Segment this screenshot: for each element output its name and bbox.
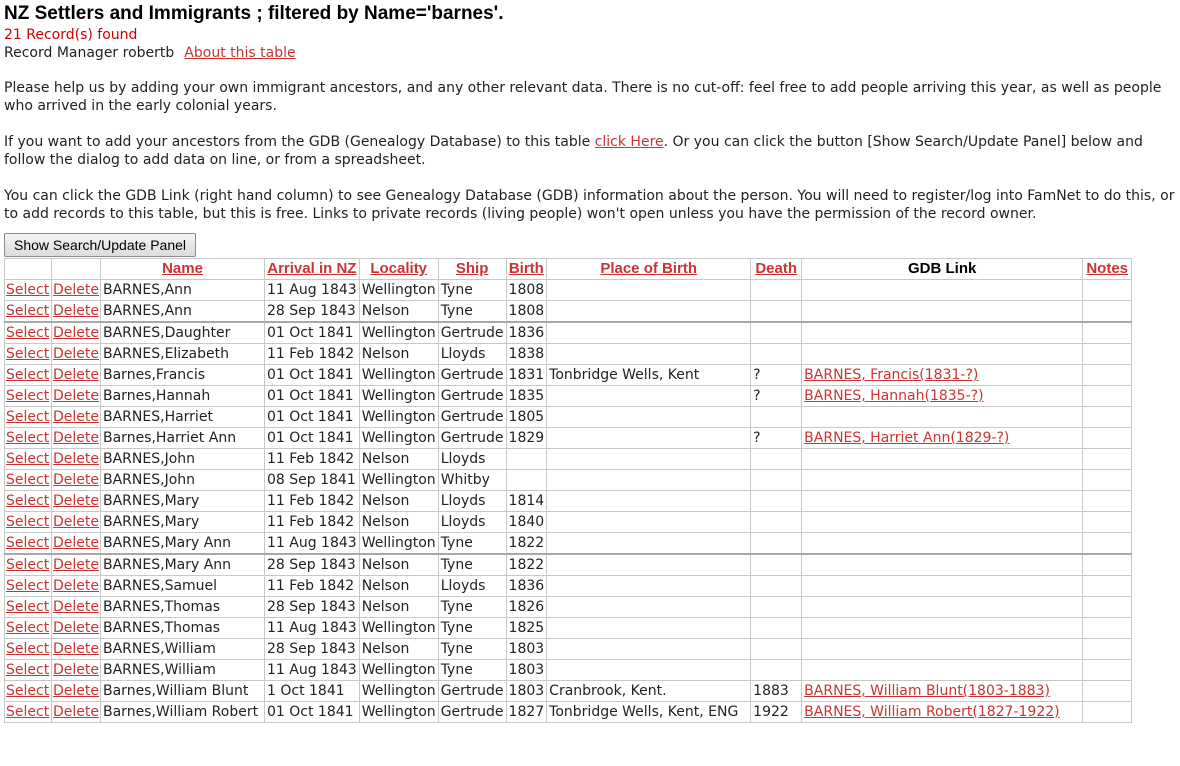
delete-column-header <box>52 259 101 280</box>
place-of-birth-cell: Cranbrook, Kent. <box>547 681 751 702</box>
notes-cell <box>1083 301 1132 323</box>
select-link[interactable]: Select <box>5 322 52 344</box>
notes-cell <box>1083 470 1132 491</box>
gdb-link-cell <box>802 407 1083 428</box>
select-link[interactable]: Select <box>5 344 52 365</box>
select-link[interactable]: Select <box>5 681 52 702</box>
arrival-cell: 01 Oct 1841 <box>265 407 360 428</box>
death-cell: 1922 <box>751 702 802 723</box>
table-row <box>5 365 1132 386</box>
table-row <box>5 344 1132 365</box>
arrival-cell: 1 Oct 1841 <box>265 681 360 702</box>
table-row <box>5 322 1132 344</box>
place-of-birth-cell <box>547 428 751 449</box>
notes-cell <box>1083 280 1132 301</box>
death-cell <box>751 301 802 323</box>
place-of-birth-cell <box>547 554 751 576</box>
locality-cell: Wellington <box>359 280 438 301</box>
select-link[interactable]: Select <box>5 576 52 597</box>
birth-cell: 1829 <box>506 428 547 449</box>
name-cell: BARNES,Mary Ann <box>101 554 265 576</box>
table-row <box>5 407 1132 428</box>
locality-cell: Wellington <box>359 386 438 407</box>
select-link[interactable]: Select <box>5 428 52 449</box>
gdb-info-paragraph: You can click the GDB Link (right hand column) to see Genealogy Database (GDB) information about the person. You will need to register/log into FamNet to do this, or to add records to this table, but this is free. Links to private records (living people) won't open unless you have the permission of the record owner. <box>4 188 1175 222</box>
arrival-cell: 01 Oct 1841 <box>265 386 360 407</box>
ship-cell: Gertrude <box>438 365 506 386</box>
place-of-birth-cell <box>547 407 751 428</box>
delete-link[interactable]: Delete <box>52 491 101 512</box>
table-row <box>5 449 1132 470</box>
notes-header[interactable]: Notes <box>1083 259 1132 280</box>
gdb-link-cell <box>802 365 1083 386</box>
para2-after: . Or you can click the button [Show Search/Update Panel] below and follow the dialog to add data on line, or from a spreadsheet. <box>4 134 1143 168</box>
place-of-birth-cell <box>547 449 751 470</box>
death-cell <box>751 576 802 597</box>
birth-cell: 1840 <box>506 512 547 533</box>
arrival-cell: 11 Feb 1842 <box>265 512 360 533</box>
ship-cell: Tyne <box>438 280 506 301</box>
select-link[interactable]: Select <box>5 470 52 491</box>
ship-cell: Tyne <box>438 618 506 639</box>
place-of-birth-cell <box>547 280 751 301</box>
ship-cell: Gertrude <box>438 322 506 344</box>
place-of-birth-header[interactable]: Place of Birth <box>547 259 751 280</box>
locality-cell: Nelson <box>359 576 438 597</box>
locality-cell: Nelson <box>359 301 438 323</box>
gdb-link-cell <box>802 301 1083 323</box>
name-cell: BARNES,William <box>101 639 265 660</box>
notes-cell <box>1083 597 1132 618</box>
table-row <box>5 301 1132 323</box>
delete-link[interactable]: Delete <box>52 681 101 702</box>
select-link[interactable]: Select <box>5 554 52 576</box>
delete-link[interactable]: Delete <box>52 428 101 449</box>
death-cell <box>751 533 802 555</box>
select-link[interactable]: Select <box>5 301 52 323</box>
name-cell: BARNES,Harriet <box>101 407 265 428</box>
delete-link[interactable]: Delete <box>52 702 101 723</box>
delete-link[interactable]: Delete <box>52 301 101 323</box>
locality-cell: Wellington <box>359 428 438 449</box>
arrival-cell: 11 Aug 1843 <box>265 533 360 555</box>
birth-cell: 1826 <box>506 597 547 618</box>
arrival-cell: 11 Feb 1842 <box>265 576 360 597</box>
name-cell: BARNES,Ann <box>101 301 265 323</box>
select-column-header <box>5 259 52 280</box>
gdb-link-cell <box>802 491 1083 512</box>
settlers-table <box>4 258 1132 723</box>
locality-cell: Wellington <box>359 407 438 428</box>
place-of-birth-cell: Tonbridge Wells, Kent <box>547 365 751 386</box>
delete-link[interactable]: Delete <box>52 322 101 344</box>
birth-cell: 1831 <box>506 365 547 386</box>
ship-cell: Tyne <box>438 533 506 555</box>
ship-cell: Gertrude <box>438 702 506 723</box>
locality-cell: Wellington <box>359 470 438 491</box>
table-row <box>5 639 1132 660</box>
notes-cell <box>1083 322 1132 344</box>
click-here-link[interactable]: click Here <box>594 134 664 150</box>
name-cell: BARNES,Thomas <box>101 597 265 618</box>
show-search-update-panel-button[interactable]: Show Search/Update Panel <box>4 233 196 257</box>
delete-link[interactable]: Delete <box>52 597 101 618</box>
notes-cell <box>1083 386 1132 407</box>
locality-cell: Wellington <box>359 365 438 386</box>
notes-cell <box>1083 365 1132 386</box>
place-of-birth-cell <box>547 470 751 491</box>
ship-cell: Lloyds <box>438 344 506 365</box>
birth-cell: 1803 <box>506 639 547 660</box>
place-of-birth-cell <box>547 576 751 597</box>
notes-cell <box>1083 639 1132 660</box>
arrival-cell: 28 Sep 1843 <box>265 597 360 618</box>
name-cell: BARNES,William <box>101 660 265 681</box>
about-table-link[interactable]: About this table <box>184 45 296 61</box>
intro-paragraph: Please help us by adding your own immigrant ancestors, and any other relevant data. There is no cut-off: feel free to add people arriving this year, as well as people who arrived in the early colonial years. <box>4 80 1162 114</box>
arrival-cell: 01 Oct 1841 <box>265 322 360 344</box>
gdb-link[interactable]: BARNES, Harriet Ann(1829-?) <box>804 430 1010 446</box>
death-cell <box>751 407 802 428</box>
ship-cell: Whitby <box>438 470 506 491</box>
gdb-link-cell <box>802 639 1083 660</box>
table-row <box>5 280 1132 301</box>
locality-cell: Wellington <box>359 660 438 681</box>
gdb-link-cell <box>802 470 1083 491</box>
birth-cell: 1808 <box>506 301 547 323</box>
name-cell: BARNES,John <box>101 449 265 470</box>
delete-link[interactable]: Delete <box>52 407 101 428</box>
record-manager: Record Manager robertb <box>4 45 175 61</box>
notes-cell <box>1083 428 1132 449</box>
name-cell: Barnes,William Robert <box>101 702 265 723</box>
birth-cell: 1827 <box>506 702 547 723</box>
locality-cell: Nelson <box>359 449 438 470</box>
table-row <box>5 576 1132 597</box>
select-link[interactable]: Select <box>5 512 52 533</box>
death-cell <box>751 470 802 491</box>
ship-cell: Gertrude <box>438 407 506 428</box>
delete-link[interactable]: Delete <box>52 533 101 555</box>
delete-link[interactable]: Delete <box>52 280 101 301</box>
notes-cell <box>1083 512 1132 533</box>
delete-link[interactable]: Delete <box>52 365 101 386</box>
death-cell <box>751 639 802 660</box>
notes-cell <box>1083 576 1132 597</box>
arrival-cell: 01 Oct 1841 <box>265 365 360 386</box>
select-link[interactable]: Select <box>5 449 52 470</box>
records-found: 21 Record(s) found <box>4 27 138 43</box>
gdb-link-cell <box>802 681 1083 702</box>
birth-cell: 1803 <box>506 660 547 681</box>
notes-cell <box>1083 407 1132 428</box>
locality-cell: Wellington <box>359 618 438 639</box>
death-cell <box>751 491 802 512</box>
gdb-link[interactable]: BARNES, William Robert(1827-1922) <box>804 704 1060 720</box>
delete-link[interactable]: Delete <box>52 470 101 491</box>
table-row <box>5 533 1132 555</box>
gdb-link-header: GDB Link <box>802 259 1083 280</box>
delete-link[interactable]: Delete <box>52 639 101 660</box>
death-cell <box>751 322 802 344</box>
place-of-birth-cell <box>547 301 751 323</box>
gdb-link-cell <box>802 344 1083 365</box>
table-row <box>5 428 1132 449</box>
notes-cell <box>1083 533 1132 555</box>
locality-cell: Wellington <box>359 681 438 702</box>
place-of-birth-cell <box>547 344 751 365</box>
gdb-link[interactable]: BARNES, Hannah(1835-?) <box>804 388 984 404</box>
death-cell: ? <box>751 365 802 386</box>
delete-link[interactable]: Delete <box>52 660 101 681</box>
table-header-row <box>5 259 1132 280</box>
delete-link[interactable]: Delete <box>52 344 101 365</box>
birth-cell: 1838 <box>506 344 547 365</box>
table-body <box>5 280 1132 723</box>
notes-cell <box>1083 681 1132 702</box>
arrival-cell: 11 Feb 1842 <box>265 449 360 470</box>
birth-cell: 1808 <box>506 280 547 301</box>
table-row <box>5 618 1132 639</box>
ship-cell: Tyne <box>438 597 506 618</box>
select-link[interactable]: Select <box>5 618 52 639</box>
arrival-cell: 28 Sep 1843 <box>265 301 360 323</box>
select-link[interactable]: Select <box>5 660 52 681</box>
ship-cell: Lloyds <box>438 512 506 533</box>
locality-cell: Wellington <box>359 533 438 555</box>
select-link[interactable]: Select <box>5 365 52 386</box>
ship-cell: Tyne <box>438 660 506 681</box>
birth-header[interactable]: Birth <box>506 259 547 280</box>
gdb-link-cell <box>802 280 1083 301</box>
death-header[interactable]: Death <box>751 259 802 280</box>
notes-cell <box>1083 660 1132 681</box>
delete-link[interactable]: Delete <box>52 449 101 470</box>
name-cell: BARNES,Samuel <box>101 576 265 597</box>
table-row <box>5 597 1132 618</box>
table-row <box>5 702 1132 723</box>
place-of-birth-cell <box>547 322 751 344</box>
place-of-birth-cell: Tonbridge Wells, Kent, ENG <box>547 702 751 723</box>
select-link[interactable]: Select <box>5 702 52 723</box>
ship-cell: Tyne <box>438 639 506 660</box>
locality-cell: Wellington <box>359 702 438 723</box>
death-cell <box>751 618 802 639</box>
name-cell: Barnes,Francis <box>101 365 265 386</box>
gdb-link-cell <box>802 533 1083 555</box>
gdb-link-cell <box>802 322 1083 344</box>
select-link[interactable]: Select <box>5 639 52 660</box>
locality-cell: Nelson <box>359 597 438 618</box>
locality-header[interactable]: Locality <box>359 259 438 280</box>
delete-link[interactable]: Delete <box>52 554 101 576</box>
birth-cell: 1825 <box>506 618 547 639</box>
name-cell: Barnes,Harriet Ann <box>101 428 265 449</box>
arrival-cell: 11 Aug 1843 <box>265 618 360 639</box>
locality-cell: Nelson <box>359 344 438 365</box>
gdb-link-cell <box>802 597 1083 618</box>
notes-cell <box>1083 618 1132 639</box>
gdb-link-cell <box>802 428 1083 449</box>
death-cell <box>751 449 802 470</box>
table-row <box>5 386 1132 407</box>
gdb-link-cell <box>802 618 1083 639</box>
death-cell <box>751 280 802 301</box>
delete-link[interactable]: Delete <box>52 386 101 407</box>
name-cell: BARNES,Mary Ann <box>101 533 265 555</box>
birth-cell: 1805 <box>506 407 547 428</box>
table-row <box>5 681 1132 702</box>
delete-link[interactable]: Delete <box>52 576 101 597</box>
ship-cell: Lloyds <box>438 491 506 512</box>
death-cell: ? <box>751 386 802 407</box>
place-of-birth-cell <box>547 512 751 533</box>
ship-cell: Gertrude <box>438 428 506 449</box>
arrival-cell: 01 Oct 1841 <box>265 428 360 449</box>
notes-cell <box>1083 554 1132 576</box>
gdb-link[interactable]: BARNES, Francis(1831-?) <box>804 367 979 383</box>
death-cell <box>751 344 802 365</box>
birth-cell: 1803 <box>506 681 547 702</box>
select-link[interactable]: Select <box>5 407 52 428</box>
death-cell <box>751 512 802 533</box>
place-of-birth-cell <box>547 618 751 639</box>
name-header[interactable]: Name <box>101 259 265 280</box>
locality-cell: Nelson <box>359 512 438 533</box>
locality-cell: Nelson <box>359 491 438 512</box>
death-cell <box>751 660 802 681</box>
place-of-birth-cell <box>547 386 751 407</box>
name-cell: BARNES,Daughter <box>101 322 265 344</box>
arrival-cell: 28 Sep 1843 <box>265 554 360 576</box>
gdb-link-cell <box>802 386 1083 407</box>
select-link[interactable]: Select <box>5 533 52 555</box>
arrival-cell: 11 Aug 1843 <box>265 280 360 301</box>
record-manager-line <box>4 44 1180 62</box>
locality-cell: Nelson <box>359 554 438 576</box>
death-cell: 1883 <box>751 681 802 702</box>
arrival-cell: 28 Sep 1843 <box>265 639 360 660</box>
place-of-birth-cell <box>547 533 751 555</box>
birth-cell: 1822 <box>506 554 547 576</box>
death-cell <box>751 597 802 618</box>
place-of-birth-cell <box>547 491 751 512</box>
table-row <box>5 660 1132 681</box>
table-row <box>5 470 1132 491</box>
name-cell: BARNES,Ann <box>101 280 265 301</box>
ship-cell: Lloyds <box>438 576 506 597</box>
birth-cell <box>506 470 547 491</box>
gdb-link-cell <box>802 554 1083 576</box>
gdb-link[interactable]: BARNES, William Blunt(1803-1883) <box>804 683 1050 699</box>
notes-cell <box>1083 449 1132 470</box>
select-link[interactable]: Select <box>5 280 52 301</box>
locality-cell: Nelson <box>359 639 438 660</box>
ship-cell: Gertrude <box>438 681 506 702</box>
death-cell <box>751 554 802 576</box>
ship-cell: Tyne <box>438 301 506 323</box>
arrival-cell: 01 Oct 1841 <box>265 702 360 723</box>
para2-before: If you want to add your ancestors from the GDB (Genealogy Database) to this table <box>4 134 595 150</box>
ship-cell: Lloyds <box>438 449 506 470</box>
ship-cell: Gertrude <box>438 386 506 407</box>
death-cell: ? <box>751 428 802 449</box>
birth-cell: 1835 <box>506 386 547 407</box>
delete-link[interactable]: Delete <box>52 618 101 639</box>
page-title: NZ Settlers and Immigrants ; filtered by Name='barnes'. <box>4 3 504 24</box>
select-link[interactable]: Select <box>5 491 52 512</box>
notes-cell <box>1083 702 1132 723</box>
delete-link[interactable]: Delete <box>52 512 101 533</box>
arrival-cell: 11 Feb 1842 <box>265 491 360 512</box>
notes-cell <box>1083 491 1132 512</box>
select-link[interactable]: Select <box>5 597 52 618</box>
locality-cell: Wellington <box>359 322 438 344</box>
arrival-cell: 11 Feb 1842 <box>265 344 360 365</box>
place-of-birth-cell <box>547 639 751 660</box>
name-cell: Barnes,William Blunt <box>101 681 265 702</box>
gdb-link-cell <box>802 660 1083 681</box>
ship-header[interactable]: Ship <box>438 259 506 280</box>
gdb-link-cell <box>802 576 1083 597</box>
name-cell: BARNES,Mary <box>101 491 265 512</box>
birth-cell: 1814 <box>506 491 547 512</box>
notes-cell <box>1083 344 1132 365</box>
name-cell: BARNES,Elizabeth <box>101 344 265 365</box>
gdb-link-cell <box>802 512 1083 533</box>
arrival-cell: 08 Sep 1841 <box>265 470 360 491</box>
name-cell: BARNES,John <box>101 470 265 491</box>
birth-cell <box>506 449 547 470</box>
table-row <box>5 491 1132 512</box>
gdb-link-cell <box>802 702 1083 723</box>
place-of-birth-cell <box>547 660 751 681</box>
select-link[interactable]: Select <box>5 386 52 407</box>
place-of-birth-cell <box>547 597 751 618</box>
gdb-add-paragraph <box>4 133 1180 169</box>
name-cell: Barnes,Hannah <box>101 386 265 407</box>
arrival-cell: 11 Aug 1843 <box>265 660 360 681</box>
table-row <box>5 554 1132 576</box>
gdb-link-cell <box>802 449 1083 470</box>
birth-cell: 1836 <box>506 576 547 597</box>
name-cell: BARNES,Mary <box>101 512 265 533</box>
birth-cell: 1822 <box>506 533 547 555</box>
birth-cell: 1836 <box>506 322 547 344</box>
table-row <box>5 512 1132 533</box>
ship-cell: Tyne <box>438 554 506 576</box>
name-cell: BARNES,Thomas <box>101 618 265 639</box>
arrival-header[interactable]: Arrival in NZ <box>265 259 360 280</box>
